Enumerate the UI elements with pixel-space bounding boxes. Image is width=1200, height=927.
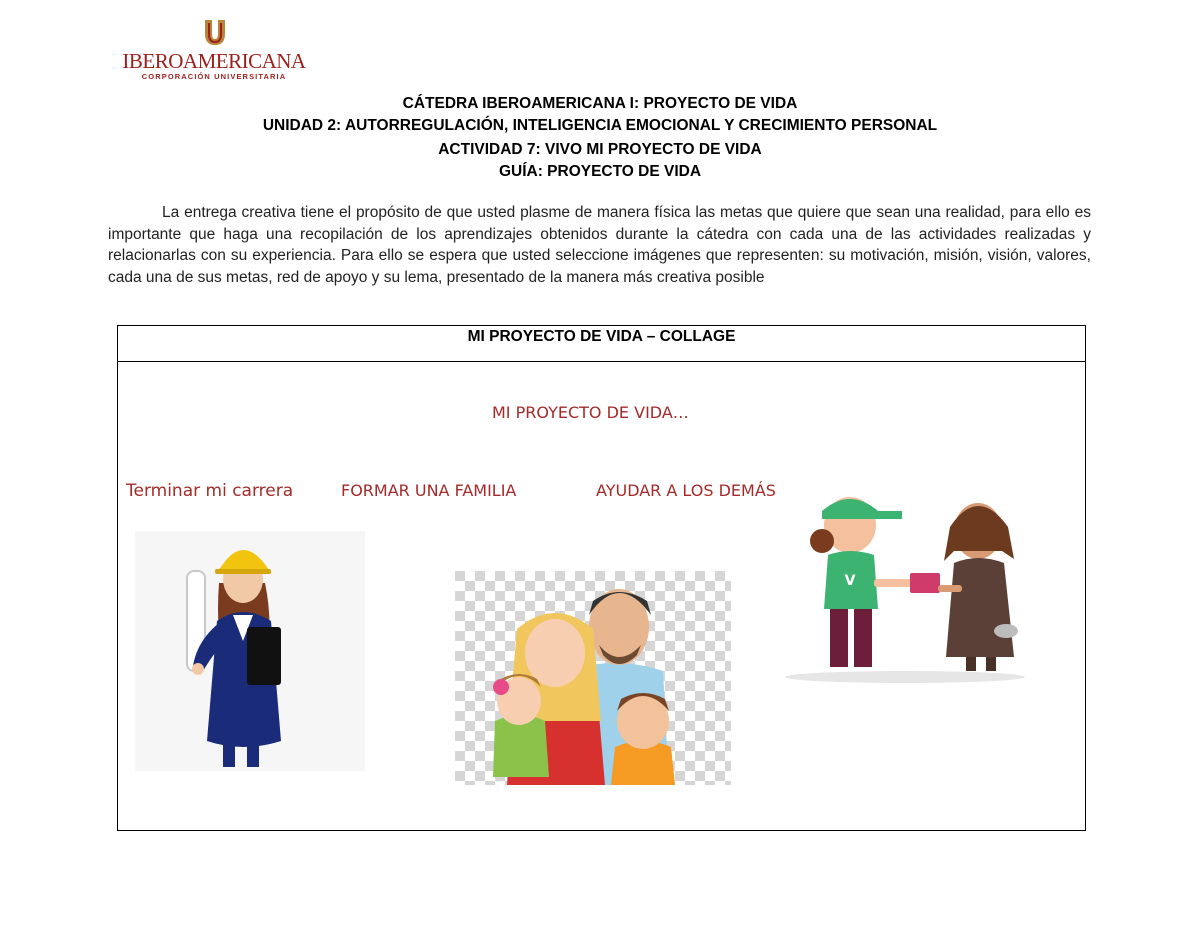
intro-paragraph [108,202,1091,288]
document-heading-unit: UNIDAD 2: AUTORREGULACIÓN, INTELIGENCIA EMOCIONAL Y CRECIMIENTO PERSONAL [262,117,938,134]
collage-table-header: MI PROYECTO DE VIDA – COLLAGE [118,326,1085,362]
logo-emblem-icon [202,18,228,46]
collage-table [117,325,1086,831]
volunteer-helping-image [770,481,1040,691]
logo-name: IBEROAMERICANA [122,49,306,73]
university-logo [122,18,312,82]
goal-label-career: Terminar mi carrera [126,481,294,501]
goal-label-family: FORMAR UNA FAMILIA [341,481,517,500]
collage-subtitle: MI PROYECTO DE VIDA… [492,403,689,422]
document-heading-guide: GUÍA: PROYECTO DE VIDA [498,163,702,180]
engineer-woman-image [135,531,365,771]
logo-subtitle: CORPORACIÓN UNIVERSITARIA [141,72,287,81]
document-heading-course: CÁTEDRA IBEROAMERICANA I: PROYECTO DE VIDA [402,95,798,112]
family-image [455,571,731,785]
document-heading-activity: ACTIVIDAD 7: VIVO MI PROYECTO DE VIDA [438,141,762,158]
intro-text: La entrega creativa tiene el propósito de que usted plasme de manera física las metas que quiere que sean una realidad, para ello es importante que haga una recopilación de los aprendizajes obtenidos durante la cátedra con cada una de las actividades realizadas y relacionarlas con su experiencia. Para ello se espera que usted seleccione imágenes que representen: su motivación, misión, visión, valores, cada una de sus metas, red de apoyo y su lema, presentado de la manera más creativa posible [108,204,1091,286]
volunteer-shirt-letter: V [844,573,856,589]
goal-label-help-others: AYUDAR A LOS DEMÁS [596,481,776,500]
